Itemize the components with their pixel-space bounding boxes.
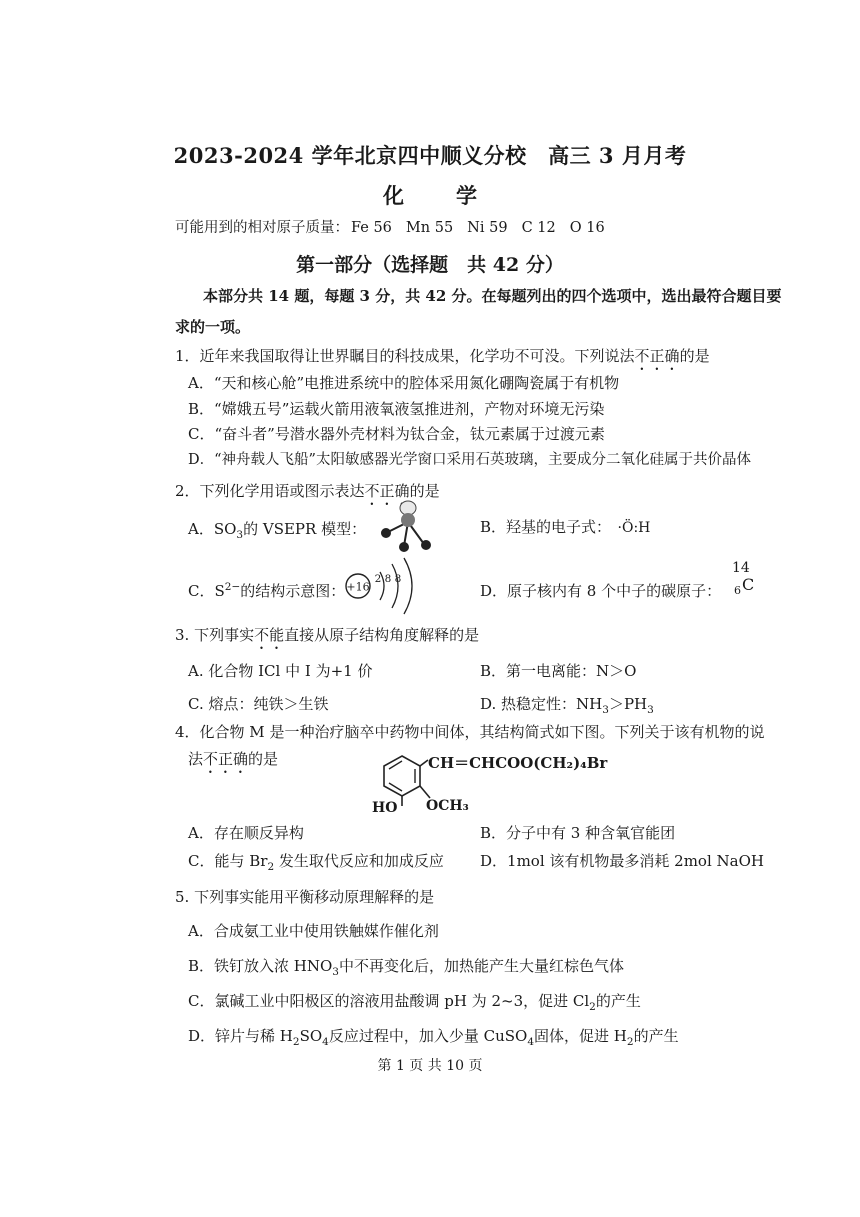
q3-option-a: A. 化合物 ICl 中 I 为+1 价 bbox=[188, 662, 373, 680]
sulfide-ion-structure-diagram bbox=[340, 552, 430, 618]
q2-c-sup: 2− bbox=[224, 581, 241, 593]
q1-option-b: B．“嫦娥五号”运载火箭用液氧液氢推进剂，产物对环境无污染 bbox=[188, 400, 605, 418]
q3-d-text-mid: ＞PH bbox=[608, 695, 648, 713]
q5-c-text-end: 的产生 bbox=[595, 992, 641, 1010]
instruction-line-2: 求的一项。 bbox=[175, 318, 251, 336]
q3-stem-end: 直接从原子结构角度解释的是 bbox=[284, 626, 480, 644]
so3-vsepr-model-image bbox=[372, 496, 442, 556]
q2-c-text-end: 的结构示意图： bbox=[240, 582, 346, 600]
atomic-masses bbox=[175, 216, 619, 237]
q2-c-text: C．S bbox=[188, 582, 225, 600]
q2-option-c bbox=[188, 580, 345, 601]
q2-b-text: B．羟基的电子式： bbox=[480, 518, 604, 536]
q4-stem2-emphasis: 不正确 bbox=[203, 750, 249, 768]
q4-option-c bbox=[188, 850, 444, 873]
q5-stem: 5. 下列事实能用平衡移动原理解释的是 bbox=[175, 888, 435, 906]
q1-stem-end: 的是 bbox=[679, 347, 710, 365]
q4-c-text-end: 发生取代反应和加成反应 bbox=[274, 852, 444, 870]
q5-b-text-end: 中不再变化后，加热能产生大量红棕色气体 bbox=[338, 957, 624, 975]
q2-stem-emphasis: 不正确 bbox=[364, 482, 410, 500]
q5-c-sub: 2 bbox=[589, 1001, 596, 1013]
q2-option-d: D．原子核内有 8 个中子的碳原子： bbox=[480, 582, 722, 600]
mass-o: O 16 bbox=[569, 220, 605, 236]
q5-option-c bbox=[188, 990, 641, 1013]
q5-option-a: A．合成氨工业中使用铁触媒作催化剂 bbox=[188, 922, 439, 940]
q5-b-sub: 3 bbox=[332, 966, 339, 978]
q3-stem-text: 3. 下列事实 bbox=[175, 626, 255, 644]
subject-char-2: 学 bbox=[456, 183, 477, 208]
q5-d-sub1: 2 bbox=[292, 1036, 300, 1048]
exam-title: 2023-2024 学年北京四中顺义分校 高三 3 月月考 bbox=[173, 143, 687, 168]
q4-c-text: C．能与 Br bbox=[188, 852, 268, 870]
q5-d-sub3: 4 bbox=[527, 1036, 535, 1048]
subject-char-1: 化 bbox=[383, 183, 404, 208]
q1-option-d: D．“神舟载人飞船”太阳敏感器光学窗口采用石英玻璃，主要成分二氧化硅属于共价晶体 bbox=[188, 452, 751, 468]
carbon-atomic-number: 6 bbox=[734, 584, 741, 597]
instruction-line-1: 本部分共 14 题，每题 3 分，共 42 分。在每题列出的四个选项中，选出最符合题目要 bbox=[203, 287, 782, 305]
electron-shells-label: 2 8 8 bbox=[374, 573, 402, 585]
q2-stem-end: 的是 bbox=[409, 482, 440, 500]
q3-d-text: D. 热稳定性：NH bbox=[480, 695, 603, 713]
q3-d-sub1: 3 bbox=[602, 704, 609, 716]
q5-d-sub4: 2 bbox=[626, 1036, 634, 1048]
part-one-title: 第一部分（选择题 共 42 分） bbox=[296, 254, 564, 276]
q3-d-sub2: 3 bbox=[647, 704, 654, 716]
mass-mn: Mn 55 bbox=[405, 220, 454, 236]
q2-option-a bbox=[188, 518, 366, 541]
carbon-mass-number: 14 bbox=[732, 560, 750, 576]
nucleus-label: +16 bbox=[346, 580, 370, 594]
q5-c-text: C．氯碱工业中阳极区的溶液用盐酸调 pH 为 2~3，促进 Cl bbox=[188, 992, 590, 1010]
q2-a-sub: 3 bbox=[236, 529, 244, 541]
q5-d-sub2: 4 bbox=[322, 1036, 329, 1048]
carbon-symbol: C bbox=[742, 575, 755, 594]
q4-option-a: A．存在顺反异构 bbox=[188, 824, 304, 842]
q4-stem-line-2 bbox=[188, 748, 278, 777]
mass-c: C 12 bbox=[521, 220, 556, 236]
q2-stem-text: 2．下列化学用语或图示表达 bbox=[175, 482, 365, 500]
structure-methoxy: OCH₃ bbox=[426, 798, 469, 814]
q2-a-text: A．SO bbox=[188, 520, 237, 538]
mass-ni: Ni 59 bbox=[467, 220, 508, 236]
q5-b-text: B．铁钉放入浓 HNO bbox=[188, 957, 333, 975]
q1-stem-emphasis: 不正确 bbox=[634, 347, 680, 365]
q2-option-b bbox=[480, 516, 650, 537]
q5-d-text-3: 反应过程中，加入少量 CuSO bbox=[328, 1027, 528, 1045]
q1-stem bbox=[175, 345, 710, 374]
q4-c-sub: 2 bbox=[267, 861, 275, 873]
q4-stem2-end: 的是 bbox=[248, 750, 279, 768]
q5-d-text: D．锌片与稀 H bbox=[188, 1027, 293, 1045]
q3-option-c: C. 熔点：纯铁＞生铁 bbox=[188, 695, 329, 713]
q5-option-b bbox=[188, 955, 624, 978]
structure-side-chain: CH＝CHCOO(CH₂)₄Br bbox=[428, 754, 608, 772]
q5-d-text-end: 的产生 bbox=[633, 1027, 679, 1045]
q1-option-c: C．“奋斗者”号潜水器外壳材料为钛合金，钛元素属于过渡元素 bbox=[188, 425, 605, 443]
mass-fe: Fe 56 bbox=[351, 220, 392, 236]
q4-option-d: D．1mol 该有机物最多消耗 2mol NaOH bbox=[480, 852, 764, 870]
q3-stem bbox=[175, 624, 479, 653]
q5-d-text-4: 固体，促进 H bbox=[534, 1027, 627, 1045]
subject-title bbox=[0, 180, 860, 210]
q4-stem2-text: 法 bbox=[188, 750, 204, 768]
q1-option-a: A．“天和核心舱”电推进系统中的腔体采用氮化硼陶瓷属于有机物 bbox=[188, 374, 620, 392]
q3-option-b: B．第一电离能：N＞O bbox=[480, 662, 637, 680]
atomic-masses-label: 可能用到的相对原子质量： bbox=[175, 220, 349, 236]
q1-stem-text: 1．近年来我国取得让世界瞩目的科技成果，化学功不可没。下列说法 bbox=[175, 347, 635, 365]
q3-stem-emphasis: 不能 bbox=[254, 626, 285, 644]
page-footer: 第 1 页 共 10 页 bbox=[377, 1058, 483, 1074]
q5-d-text-2: SO bbox=[299, 1027, 323, 1045]
q5-option-d bbox=[188, 1025, 679, 1048]
q3-option-d bbox=[480, 693, 654, 716]
hydroxyl-electron-formula: ·Ö:H bbox=[617, 520, 651, 536]
q4-stem-line-1: 4．化合物 M 是一种治疗脑卒中药物中间体，其结构简式如下图。下列关于该有机物的说 bbox=[175, 723, 765, 741]
q4-option-b: B．分子中有 3 种含氧官能团 bbox=[480, 824, 676, 842]
structure-hydroxyl: HO bbox=[372, 800, 398, 816]
q2-a-text-end: 的 VSEPR 模型： bbox=[243, 520, 367, 538]
